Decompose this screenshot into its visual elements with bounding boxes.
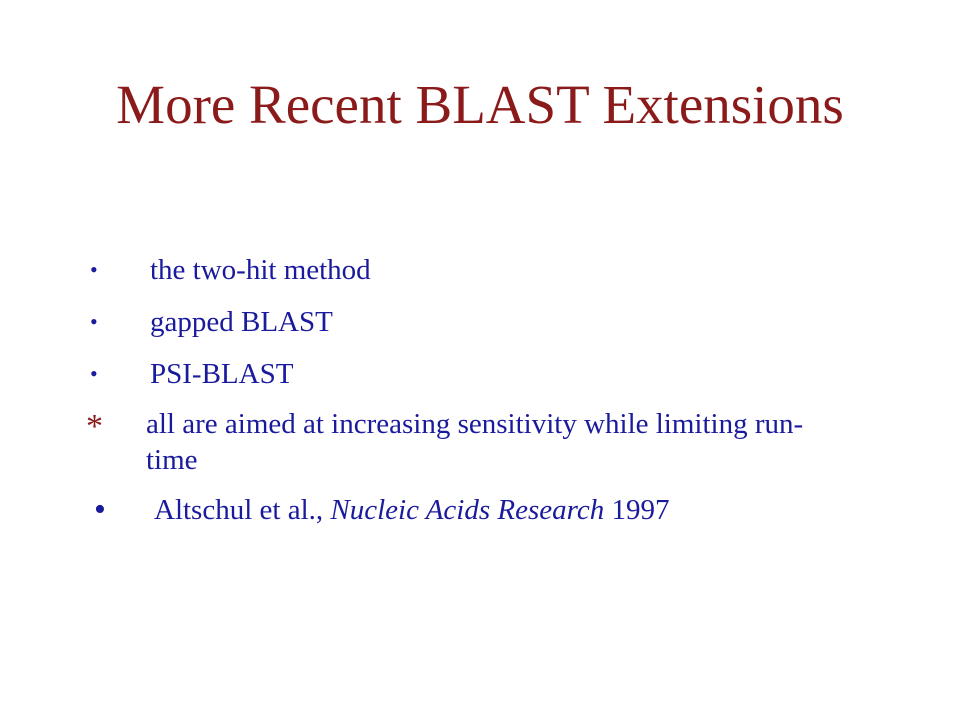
bullet-text: gapped BLAST [150, 306, 333, 338]
bullet-item-two-hit [0, 252, 960, 288]
bullet-text: PSI-BLAST [150, 358, 294, 390]
bullet-item-sensitivity [0, 406, 960, 478]
bullet-dot-icon: • [90, 257, 98, 282]
bullet-text: the two-hit method [150, 254, 371, 286]
citation-authors: Altschul et al., [154, 494, 331, 526]
bullet-dot-icon: • [90, 309, 98, 334]
bullet-dot-icon: • [94, 491, 106, 528]
citation-journal: Nucleic Acids Research [330, 494, 605, 526]
bullet-item-psi-blast [0, 356, 960, 392]
asterisk-icon: * [86, 408, 103, 445]
bullet-item-citation [0, 492, 960, 528]
bullet-text: all are aimed at increasing sensitivity while limiting run-time [146, 408, 804, 476]
citation-year: 1997 [604, 494, 670, 526]
bullet-dot-icon: • [90, 361, 98, 386]
bullet-item-gapped-blast [0, 304, 960, 340]
citation-text [154, 492, 854, 528]
slide-title: More Recent BLAST Extensions [116, 74, 844, 135]
bullet-list [0, 252, 960, 544]
